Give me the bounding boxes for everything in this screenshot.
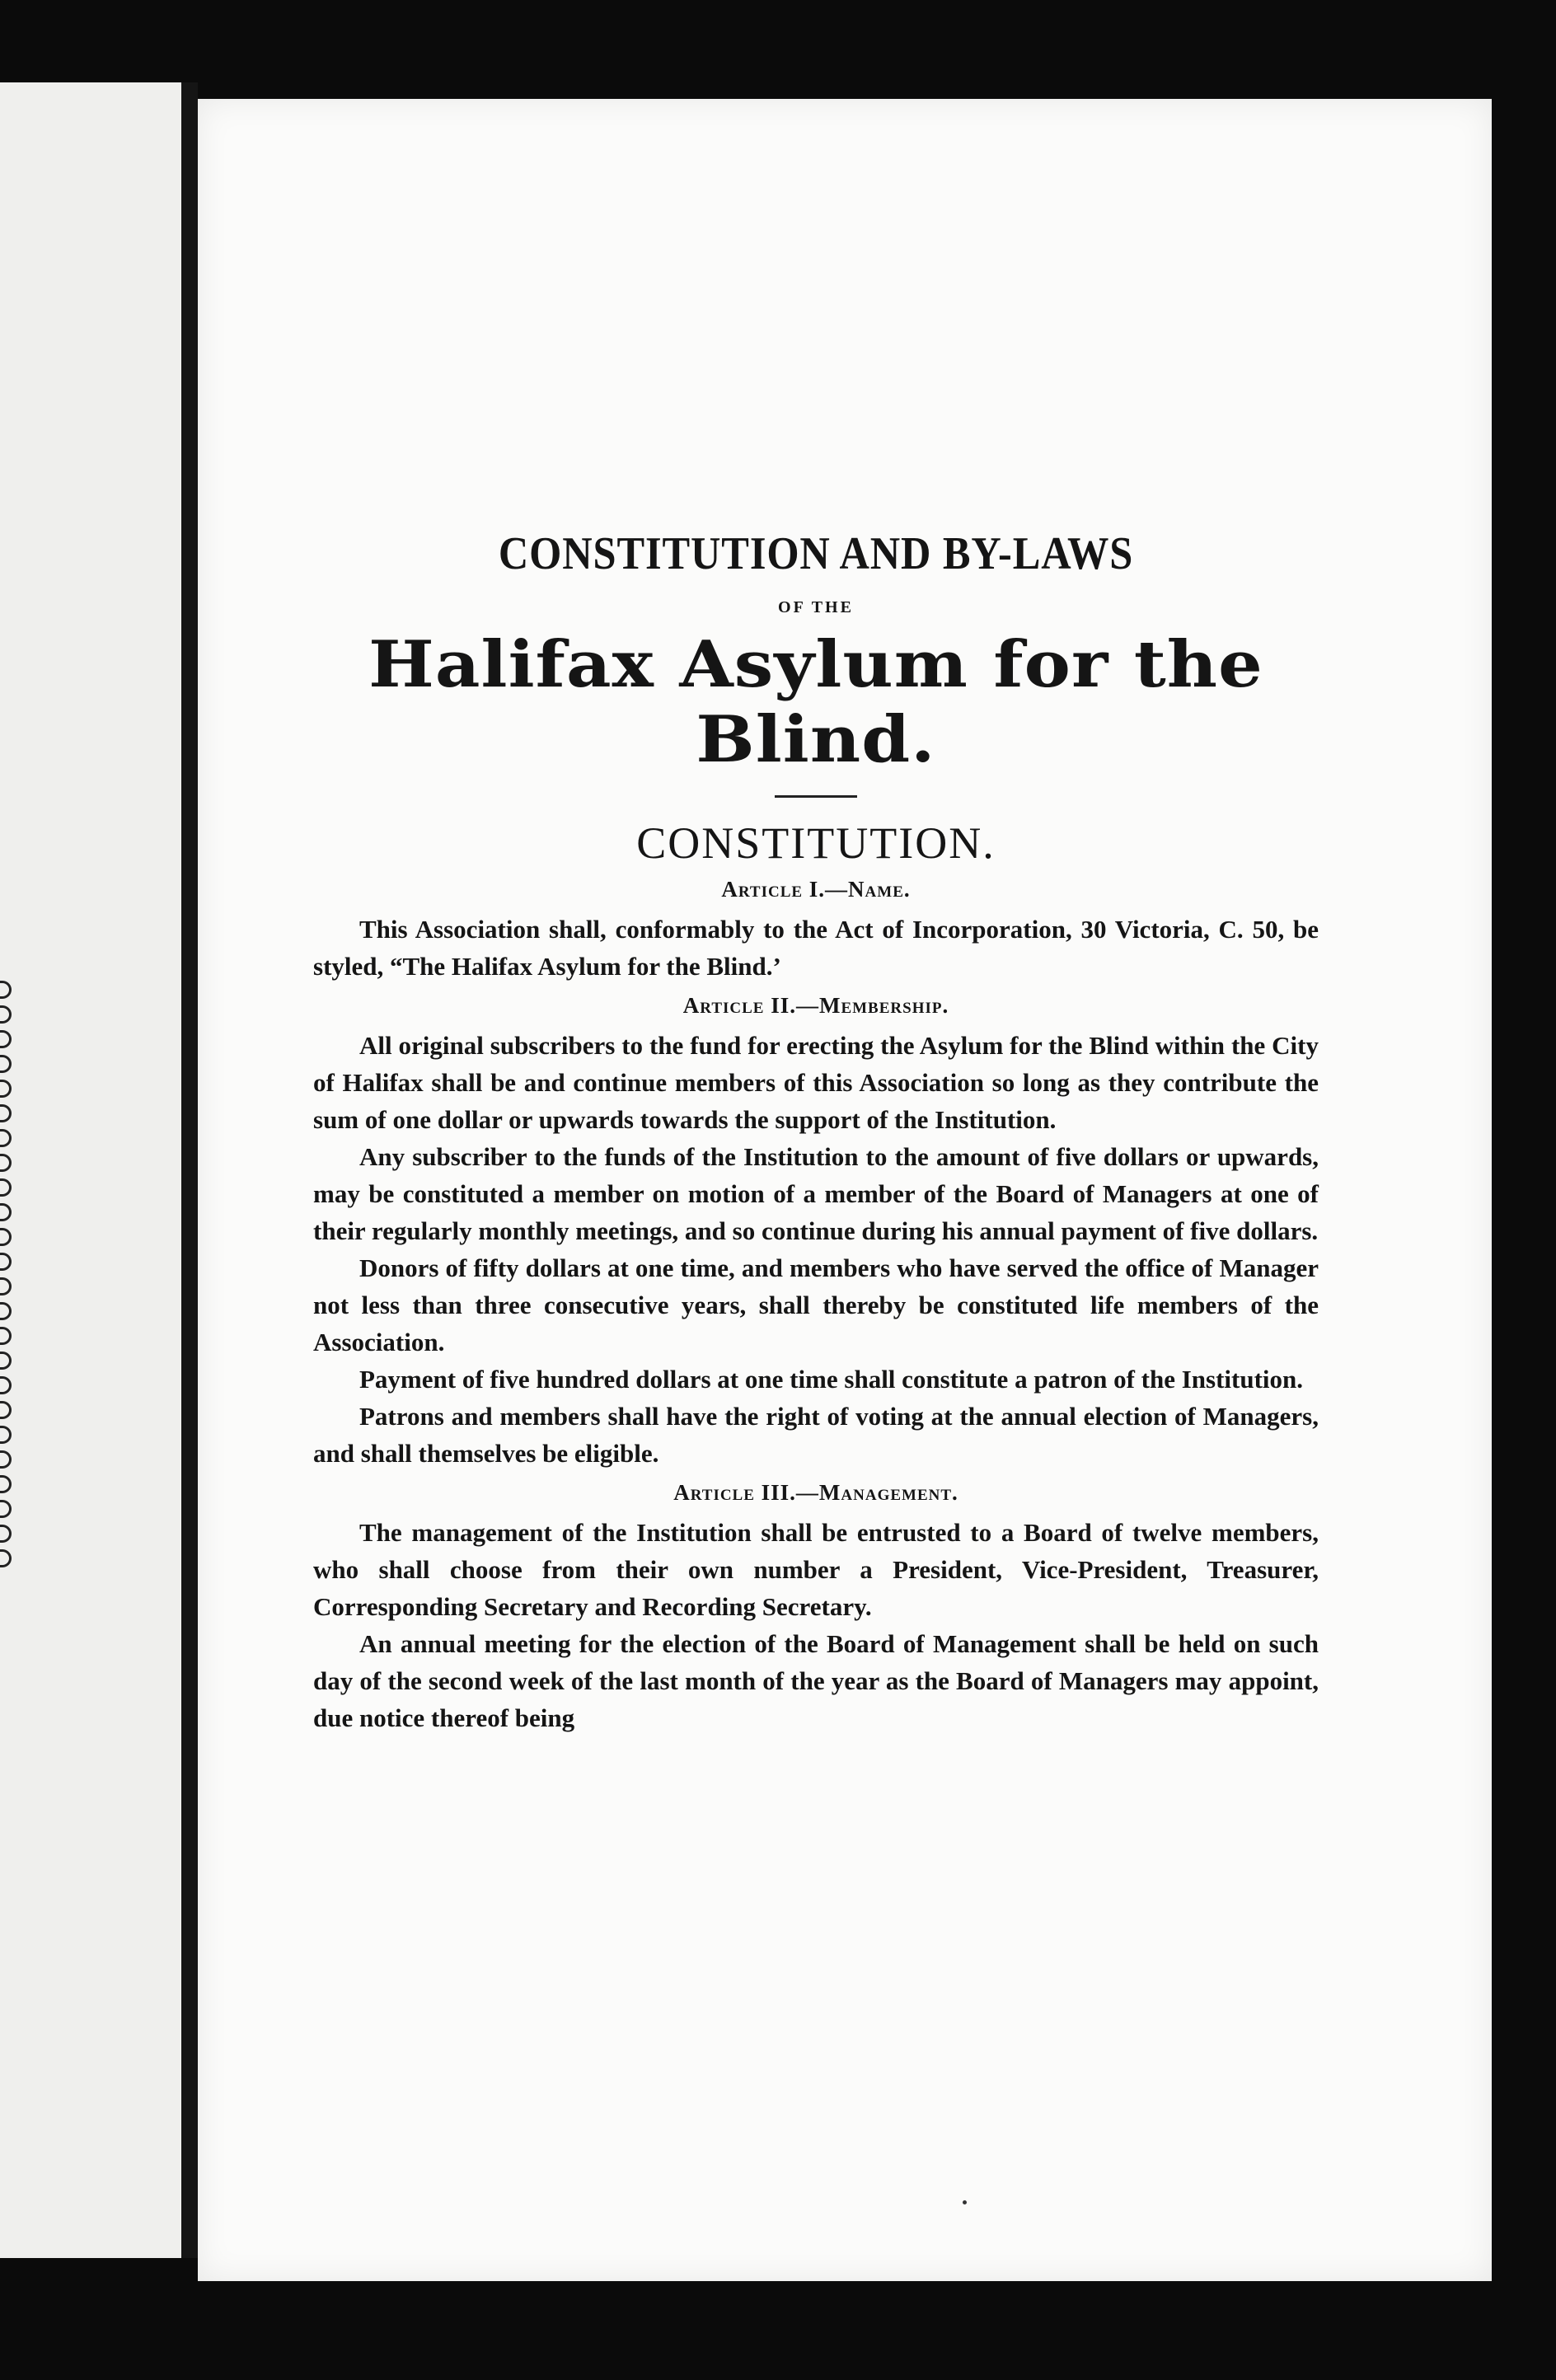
- document-heading: CONSTITUTION AND BY-LAWS: [498, 528, 1134, 579]
- article-heading: Article III.—Management.: [673, 1480, 958, 1505]
- title-rule: [775, 795, 857, 798]
- left-page-text-edge: [0, 981, 16, 1640]
- article-paragraph: This Association shall, conformably to the Act of Incorporation, 30 Victoria, C. 50, be styled, “The Halifax Asylum for the Blind.’: [313, 915, 1319, 981]
- article-heading: Article II.—Membership.: [682, 993, 949, 1018]
- article-paragraph: Patrons and members shall have the right of voting at the annual election of Managers, and shall themselves be eligible.: [313, 1402, 1319, 1468]
- of-the-label: OF THE: [778, 598, 854, 616]
- document-page: [198, 99, 1492, 2281]
- article-heading: Article I.—Name.: [721, 877, 911, 902]
- page-content: [313, 527, 1319, 1736]
- article-paragraph: An annual meeting for the election of the Board of Management shall be held on such day of the second week of the last month of the year as the Board of Managers may appoint, due notice thereof being: [313, 1629, 1319, 1732]
- article-paragraph: Payment of five hundred dollars at one time shall constitute a patron of the Institution.: [359, 1365, 1304, 1394]
- article-paragraph: All original subscribers to the fund for erecting the Asylum for the Blind within the City of Halifax shall be and continue members of this Association so long as they contribute the sum of one dollar or upwards towards the support of the Institution.: [313, 1031, 1319, 1134]
- document-title: Halifax Asylum for the Blind.: [368, 627, 1263, 777]
- section-heading: CONSTITUTION.: [636, 818, 996, 868]
- left-facing-page: [0, 82, 181, 2258]
- book-gutter: [181, 82, 198, 2258]
- article-paragraph: Donors of fifty dollars at one time, and members who have served the office of Manager not less than three consecutive years, shall thereby be constituted life members of the Association.: [313, 1253, 1319, 1356]
- article-paragraph: Any subscriber to the funds of the Institution to the amount of five dollars or upwards, may be constituted a member on motion of a member of the Board of Managers at one of their regularly monthly meetings, and so continue during his annual payment of five dollars.: [313, 1142, 1319, 1245]
- article-paragraph: The management of the Institution shall be entrusted to a Board of twelve members, who shall choose from their own number a President, Vice-President, Treasurer, Corresponding Secretary and Recording Secretary.: [313, 1518, 1319, 1621]
- page-speck: [963, 2200, 967, 2204]
